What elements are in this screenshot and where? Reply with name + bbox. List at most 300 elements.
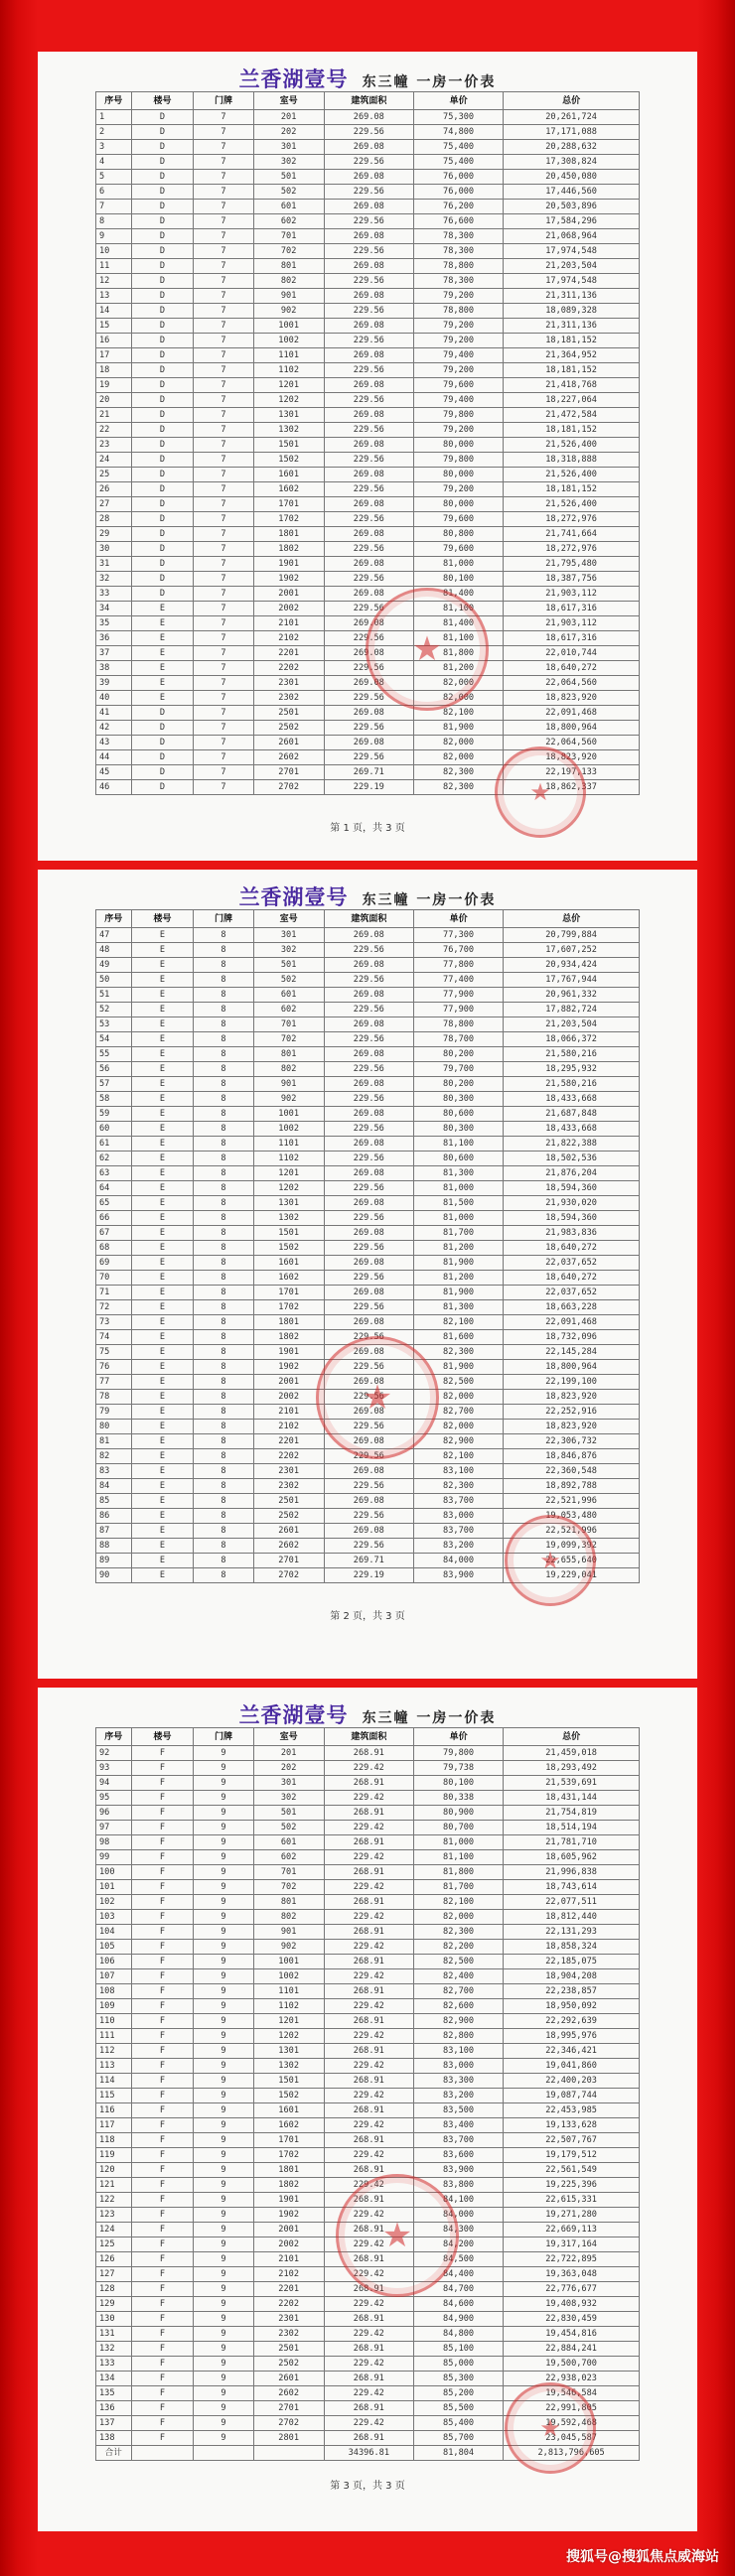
table-cell: 22,037,652	[504, 1286, 640, 1300]
table-row	[96, 1865, 640, 1880]
table-cell: D	[131, 393, 194, 408]
table-cell: D	[131, 453, 194, 468]
table-cell: 83,600	[413, 2148, 503, 2163]
table-row	[96, 2416, 640, 2431]
table-row	[96, 1776, 640, 1791]
table-cell: 83,100	[413, 2044, 503, 2059]
table-cell: 229.56	[324, 1181, 413, 1196]
table-cell: 18,800,964	[504, 1360, 640, 1375]
table-cell: 8	[194, 1554, 253, 1568]
table-cell: 8	[194, 1032, 253, 1047]
table-cell: 109	[96, 1999, 132, 2014]
table-cell: 18,293,492	[504, 1761, 640, 1776]
table-cell: 229.56	[324, 453, 413, 468]
table-cell: 53	[96, 1017, 132, 1032]
table-cell: 80,700	[413, 1821, 503, 1835]
table-cell: 2001	[253, 587, 324, 602]
table-cell: 229.56	[324, 1479, 413, 1494]
table-cell: 80,200	[413, 1047, 503, 1062]
table-cell: 73	[96, 1315, 132, 1330]
table-cell: 229.56	[324, 1092, 413, 1107]
table-cell: 269.08	[324, 170, 413, 185]
table-cell: F	[131, 2386, 194, 2401]
table-cell: 18,594,360	[504, 1211, 640, 1226]
table-cell: 1201	[253, 2014, 324, 2029]
sheet-subtitle: 东三幢 一房一价表	[362, 74, 497, 90]
column-header: 总价	[504, 92, 640, 110]
table-cell: 502	[253, 1821, 324, 1835]
table-row	[96, 185, 640, 200]
table-cell: 7	[194, 393, 253, 408]
table-cell: 2301	[253, 676, 324, 691]
table-cell: 801	[253, 259, 324, 274]
table-cell: 9	[194, 2282, 253, 2297]
table-cell: F	[131, 2118, 194, 2133]
table-cell: 7	[194, 646, 253, 661]
table-cell: 84,200	[413, 2237, 503, 2252]
table-cell: 81,000	[413, 1211, 503, 1226]
table-cell: 80,338	[413, 1791, 503, 1806]
table-cell: 22,238,857	[504, 1984, 640, 1999]
table-cell: 229.56	[324, 973, 413, 988]
table-cell: 269.08	[324, 988, 413, 1003]
table-cell: 22,669,113	[504, 2223, 640, 2237]
table-cell: 268.91	[324, 2372, 413, 2386]
table-cell: 58	[96, 1092, 132, 1107]
table-cell: 66	[96, 1211, 132, 1226]
table-cell: 82,300	[413, 780, 503, 795]
table-cell: 9	[194, 1910, 253, 1925]
table-cell: 268.91	[324, 1865, 413, 1880]
table-cell: 79,600	[413, 512, 503, 527]
table-row	[96, 2148, 640, 2163]
table-cell: 18,066,372	[504, 1032, 640, 1047]
table-row	[96, 2327, 640, 2342]
table-row	[96, 1494, 640, 1509]
table-cell: 84,500	[413, 2252, 503, 2267]
table-cell: 22,776,677	[504, 2282, 640, 2297]
table-cell: 1102	[253, 1999, 324, 2014]
table-cell: 1001	[253, 1107, 324, 1122]
table-cell: E	[131, 1494, 194, 1509]
table-cell: 19,133,628	[504, 2118, 640, 2133]
table-cell: F	[131, 2237, 194, 2252]
table-cell: D	[131, 468, 194, 482]
table-cell: 7	[194, 155, 253, 170]
table-cell: 56	[96, 1062, 132, 1077]
table-cell: 7	[194, 319, 253, 334]
table-row	[96, 1761, 640, 1776]
table-row	[96, 1850, 640, 1865]
table-cell: E	[131, 1405, 194, 1420]
table-cell: 83,400	[413, 2118, 503, 2133]
table-row	[96, 393, 640, 408]
table-cell: 2702	[253, 2416, 324, 2431]
table-cell: 6	[96, 185, 132, 200]
price-table	[95, 1727, 640, 2461]
table-cell: 269.08	[324, 1315, 413, 1330]
table-cell: F	[131, 2193, 194, 2208]
table-cell: 7	[194, 423, 253, 438]
table-cell: D	[131, 214, 194, 229]
table-row	[96, 1315, 640, 1330]
table-cell: 268.91	[324, 2312, 413, 2327]
table-cell: 9	[194, 1791, 253, 1806]
table-cell: 64	[96, 1181, 132, 1196]
table-cell: 8	[194, 1122, 253, 1137]
table-cell: 1701	[253, 1286, 324, 1300]
column-header: 建筑面积	[324, 910, 413, 928]
table-cell: 117	[96, 2118, 132, 2133]
table-cell: 81,300	[413, 1166, 503, 1181]
table-row	[96, 527, 640, 542]
table-cell: 269.08	[324, 200, 413, 214]
table-cell: 269.08	[324, 438, 413, 453]
table-cell: 35	[96, 616, 132, 631]
table-cell: 41	[96, 706, 132, 721]
table-cell: F	[131, 1999, 194, 2014]
table-cell: 18,950,092	[504, 1999, 640, 2014]
table-cell: 8	[194, 1047, 253, 1062]
table-cell: 229.19	[324, 1568, 413, 1583]
table-cell: 9	[194, 1895, 253, 1910]
table-cell: 8	[194, 1181, 253, 1196]
table-cell: 8	[194, 1107, 253, 1122]
table-cell: 88	[96, 1539, 132, 1554]
table-cell: 7	[194, 348, 253, 363]
table-cell: 85,200	[413, 2386, 503, 2401]
table-cell: 269.08	[324, 1137, 413, 1152]
table-row	[96, 2386, 640, 2401]
table-row	[96, 1524, 640, 1539]
table-row	[96, 1405, 640, 1420]
table-cell: E	[131, 1449, 194, 1464]
table-cell: F	[131, 1776, 194, 1791]
table-header-row	[96, 910, 640, 928]
table-cell: 269.08	[324, 1107, 413, 1122]
table-cell: 122	[96, 2193, 132, 2208]
table-cell: D	[131, 125, 194, 140]
table-cell: 8	[194, 1152, 253, 1166]
table-cell: E	[131, 1330, 194, 1345]
table-cell: 229.42	[324, 2178, 413, 2193]
table-cell: 59	[96, 1107, 132, 1122]
table-row	[96, 2401, 640, 2416]
table-cell: 81,600	[413, 1330, 503, 1345]
table-cell: D	[131, 765, 194, 780]
table-cell: 268.91	[324, 2074, 413, 2089]
table-cell: 10	[96, 244, 132, 259]
table-cell: 8	[194, 1286, 253, 1300]
table-row	[96, 958, 640, 973]
table-cell: 7	[194, 408, 253, 423]
column-header: 单价	[413, 1728, 503, 1746]
table-cell: E	[131, 676, 194, 691]
table-cell: 81,200	[413, 661, 503, 676]
table-cell: F	[131, 2416, 194, 2431]
table-cell: 9	[194, 2252, 253, 2267]
table-cell: 22,884,241	[504, 2342, 640, 2357]
table-cell: 21,930,020	[504, 1196, 640, 1211]
table-cell: F	[131, 2252, 194, 2267]
table-cell: 9	[194, 1925, 253, 1940]
table-cell: 16	[96, 334, 132, 348]
table-cell: D	[131, 512, 194, 527]
table-row	[96, 928, 640, 943]
table-cell: 7	[194, 542, 253, 557]
table-cell: 20,503,896	[504, 200, 640, 214]
table-cell: 80,200	[413, 1077, 503, 1092]
table-cell: 43	[96, 736, 132, 750]
table-cell: D	[131, 587, 194, 602]
table-row	[96, 170, 640, 185]
table-cell: 22,185,075	[504, 1955, 640, 1969]
table-cell: 76,000	[413, 170, 503, 185]
table-cell: 31	[96, 557, 132, 572]
table-cell: 229.42	[324, 2357, 413, 2372]
table-cell: 502	[253, 973, 324, 988]
table-cell: 22,037,652	[504, 1256, 640, 1271]
table-cell: 17,974,548	[504, 244, 640, 259]
table-cell: 19,363,048	[504, 2267, 640, 2282]
table-cell: 2502	[253, 721, 324, 736]
table-row	[96, 304, 640, 319]
table-cell: 229.42	[324, 1850, 413, 1865]
table-cell: F	[131, 2163, 194, 2178]
table-cell: 44	[96, 750, 132, 765]
table-cell: 702	[253, 1032, 324, 1047]
table-row	[96, 110, 640, 125]
table-cell: E	[131, 631, 194, 646]
table-cell: 18,846,876	[504, 1449, 640, 1464]
table-cell: 601	[253, 1835, 324, 1850]
table-row	[96, 706, 640, 721]
table-cell: 110	[96, 2014, 132, 2029]
table-row	[96, 587, 640, 602]
table-row	[96, 1464, 640, 1479]
table-cell: 801	[253, 1047, 324, 1062]
table-cell: E	[131, 1181, 194, 1196]
table-cell: 7	[194, 140, 253, 155]
table-cell: E	[131, 1539, 194, 1554]
table-row	[96, 1821, 640, 1835]
table-cell: 2702	[253, 1568, 324, 1583]
table-row	[96, 676, 640, 691]
table-cell: 80,100	[413, 1776, 503, 1791]
table-cell: 62	[96, 1152, 132, 1166]
table-cell: 18,858,324	[504, 1940, 640, 1955]
table-cell: 229.56	[324, 512, 413, 527]
table-cell: 22,722,895	[504, 2252, 640, 2267]
table-cell: 18,605,962	[504, 1850, 640, 1865]
table-cell: 1702	[253, 512, 324, 527]
table-cell: 21,203,504	[504, 1017, 640, 1032]
column-header: 建筑面积	[324, 92, 413, 110]
table-cell: 21,539,691	[504, 1776, 640, 1791]
table-cell: 78,300	[413, 244, 503, 259]
table-cell: 1502	[253, 453, 324, 468]
table-cell: 82,000	[413, 1910, 503, 1925]
table-cell: 269.08	[324, 1077, 413, 1092]
table-cell: 81,200	[413, 1241, 503, 1256]
table-row	[96, 1479, 640, 1494]
table-row	[96, 259, 640, 274]
table-cell: 8	[194, 988, 253, 1003]
table-cell: 14	[96, 304, 132, 319]
table-cell: F	[131, 2208, 194, 2223]
table-cell: 18,387,756	[504, 572, 640, 587]
table-row	[96, 1791, 640, 1806]
table-cell: E	[131, 988, 194, 1003]
table-cell: 18,823,920	[504, 691, 640, 706]
table-cell: E	[131, 1434, 194, 1449]
table-cell: 2201	[253, 646, 324, 661]
table-cell: 47	[96, 928, 132, 943]
table-cell: 229.42	[324, 2416, 413, 2431]
table-cell: 9	[194, 1761, 253, 1776]
table-cell: E	[131, 1137, 194, 1152]
table-row	[96, 1211, 640, 1226]
table-cell: 60	[96, 1122, 132, 1137]
table-cell: F	[131, 2133, 194, 2148]
table-cell: 1602	[253, 2118, 324, 2133]
table-cell: 17,308,824	[504, 155, 640, 170]
table-cell: 7	[194, 185, 253, 200]
table-cell: 79	[96, 1405, 132, 1420]
table-cell: 1901	[253, 2193, 324, 2208]
table-row	[96, 943, 640, 958]
table-cell: 81,100	[413, 1850, 503, 1865]
table-cell: 2001	[253, 1375, 324, 1390]
table-row	[96, 557, 640, 572]
table-cell: 19,179,512	[504, 2148, 640, 2163]
column-header: 门牌	[194, 1728, 253, 1746]
table-cell: 102	[96, 1895, 132, 1910]
table-row	[96, 408, 640, 423]
table-row	[96, 1017, 640, 1032]
table-cell: 124	[96, 2223, 132, 2237]
table-cell: F	[131, 1821, 194, 1835]
table-cell: 80,300	[413, 1092, 503, 1107]
table-cell: 128	[96, 2282, 132, 2297]
total-cell: 34396.81	[324, 2446, 413, 2461]
project-name: 兰香湖壹号	[238, 1702, 349, 1727]
table-cell: 22,346,421	[504, 2044, 640, 2059]
table-row	[96, 1107, 640, 1122]
table-cell: D	[131, 155, 194, 170]
table-cell: E	[131, 661, 194, 676]
table-cell: 80,600	[413, 1152, 503, 1166]
table-cell: 78,700	[413, 1032, 503, 1047]
table-cell: 18,181,152	[504, 423, 640, 438]
table-cell: 18,640,272	[504, 1241, 640, 1256]
table-row	[96, 2297, 640, 2312]
table-row	[96, 2431, 640, 2446]
table-cell: 129	[96, 2297, 132, 2312]
table-row	[96, 1152, 640, 1166]
table-row	[96, 2342, 640, 2357]
table-cell: D	[131, 304, 194, 319]
page-footer: 第 1 页，共 3 页	[330, 823, 405, 834]
table-cell: F	[131, 2059, 194, 2074]
table-cell: 19,099,392	[504, 1539, 640, 1554]
project-name: 兰香湖壹号	[238, 67, 349, 91]
table-cell: 81,200	[413, 1271, 503, 1286]
table-cell: 131	[96, 2327, 132, 2342]
table-cell: 113	[96, 2059, 132, 2074]
table-cell: 7	[194, 453, 253, 468]
table-cell: 268.91	[324, 1746, 413, 1761]
table-cell: 82,900	[413, 1434, 503, 1449]
table-cell: 137	[96, 2416, 132, 2431]
table-cell: F	[131, 2267, 194, 2282]
table-cell: 1101	[253, 1984, 324, 1999]
table-cell: 83	[96, 1464, 132, 1479]
table-cell: 18,502,536	[504, 1152, 640, 1166]
table-cell: D	[131, 229, 194, 244]
table-cell: 229.42	[324, 2059, 413, 2074]
table-cell: 78	[96, 1390, 132, 1405]
table-cell: 82,300	[413, 1925, 503, 1940]
table-cell: 229.56	[324, 363, 413, 378]
table-cell: 2701	[253, 765, 324, 780]
table-cell: 79,200	[413, 334, 503, 348]
table-cell: 229.56	[324, 155, 413, 170]
table-cell: E	[131, 1032, 194, 1047]
table-cell: 22	[96, 423, 132, 438]
table-cell: 98	[96, 1835, 132, 1850]
table-cell: 18,433,668	[504, 1092, 640, 1107]
table-cell: 95	[96, 1791, 132, 1806]
table-cell: 2501	[253, 2342, 324, 2357]
table-row	[96, 1806, 640, 1821]
table-cell: 269.08	[324, 587, 413, 602]
table-cell: 269.08	[324, 706, 413, 721]
table-cell: 901	[253, 1077, 324, 1092]
table-cell: 83,000	[413, 2059, 503, 2074]
table-cell: 70	[96, 1271, 132, 1286]
table-cell: 7	[194, 691, 253, 706]
table-cell: 601	[253, 200, 324, 214]
table-cell: 229.56	[324, 721, 413, 736]
table-cell: 115	[96, 2089, 132, 2103]
table-cell: E	[131, 1122, 194, 1137]
table-row	[96, 125, 640, 140]
table-cell: 2202	[253, 661, 324, 676]
table-cell: 19,041,860	[504, 2059, 640, 2074]
table-cell: 901	[253, 289, 324, 304]
table-cell: D	[131, 334, 194, 348]
column-header: 总价	[504, 910, 640, 928]
table-cell: 269.08	[324, 289, 413, 304]
table-cell: 21,781,710	[504, 1835, 640, 1850]
table-cell: 2302	[253, 691, 324, 706]
table-cell: 8	[194, 1494, 253, 1509]
table-row	[96, 1181, 640, 1196]
table-cell: D	[131, 289, 194, 304]
table-cell: 8	[194, 1166, 253, 1181]
column-header: 序号	[96, 92, 132, 110]
table-cell: 229.56	[324, 750, 413, 765]
table-cell: 8	[194, 1509, 253, 1524]
table-cell: 79,700	[413, 1062, 503, 1077]
table-row	[96, 1375, 640, 1390]
table-cell: 9	[194, 1806, 253, 1821]
table-cell: 2202	[253, 2297, 324, 2312]
table-cell: F	[131, 2014, 194, 2029]
table-cell: 9	[194, 1999, 253, 2014]
table-cell: 22,091,468	[504, 706, 640, 721]
